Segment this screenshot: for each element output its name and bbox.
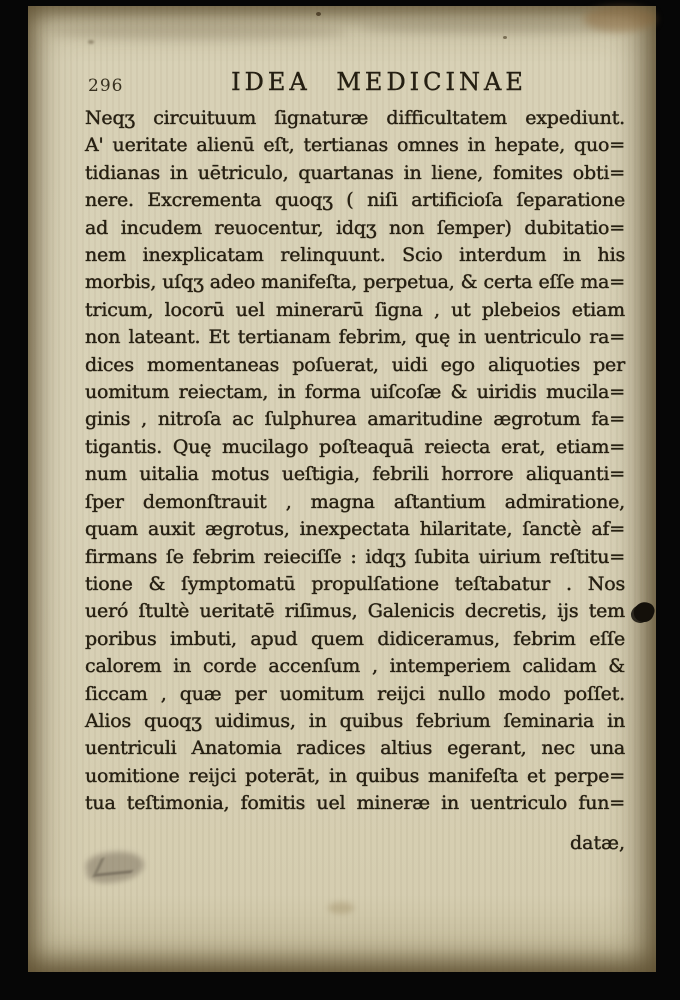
text-line: tricum, locorū uel minerarū ſigna , ut plebeios etiam xyxy=(85,298,625,321)
paper-speck xyxy=(316,12,321,16)
pencil-smudge xyxy=(84,848,146,886)
text-line: uomitum reiectam, in forma uiſcoſæ & uiridis mucila= xyxy=(85,381,625,404)
pencil-mark xyxy=(93,854,141,877)
text-line: uentriculi Anatomia radices altius egerant, nec una xyxy=(85,737,625,760)
paper-stain-corner xyxy=(584,6,656,32)
paper-speck xyxy=(88,40,94,44)
text-line: calorem in corde accenſum , intemperiem calidam & xyxy=(85,655,625,678)
text-line: Neqʒ circuituum ſignaturæ difficultatem expediunt. xyxy=(85,107,625,129)
text-line: uomitione reijci poterāt, in quibus manifeſta et perpe= xyxy=(85,764,625,787)
text-line: quam auxit ægrotus, inexpectata hilaritate, ſanctè af= xyxy=(85,518,625,541)
ink-blot xyxy=(631,599,656,624)
page-header xyxy=(28,68,656,104)
text-line: nere. Excrementa quoqʒ ( niſi artificioſa ſeparatione xyxy=(85,189,625,212)
text-line: A' ueritate alienū eſt, tertianas omnes in hepate, quo= xyxy=(85,134,625,157)
paper-stain-bottom xyxy=(328,902,354,914)
text-line: poribus imbuti, apud quem didiceramus, febrim eſſe xyxy=(85,627,625,650)
text-line: nem inexplicatam relinquunt. Scio interdum in his xyxy=(85,244,625,267)
text-line: dices momentaneas poſuerat, uidi ego aliquoties per xyxy=(85,353,625,376)
text-line: ad incudem reuocentur, idqʒ non ſemper) dubitatio= xyxy=(85,216,625,239)
text-line: tione & ſymptomatū propulſatione teſtabatur . Nos xyxy=(85,572,625,595)
page-number: 296 xyxy=(88,76,124,96)
running-title: IDEA MEDICINAE xyxy=(231,68,527,96)
body-text xyxy=(85,105,625,818)
text-line: tua teſtimonia, fomitis uel mineræ in uentriculo fun= xyxy=(85,792,625,815)
text-line: morbis, uſqʒ adeo manifeſta, perpetua, & certa eſſe ma= xyxy=(85,271,625,294)
page xyxy=(28,6,656,972)
text-line: ſper demonſtrauit , magna aſtantium admiratione, xyxy=(85,490,625,513)
text-line: tidianas in uētriculo, quartanas in liene, fomites obti= xyxy=(85,161,625,184)
catchword: datæ, xyxy=(569,832,625,854)
paper-stain-streak xyxy=(358,20,628,34)
text-line: ſiccam , quæ per uomitum reijci nullo modo poſſet. xyxy=(85,682,625,705)
text-line: num uitalia motus ueſtigia, febrili horrore aliquanti= xyxy=(85,463,625,486)
text-line: ginis , nitroſa ac ſulphurea amaritudine ægrotum fa= xyxy=(85,408,625,431)
text-line: firmans ſe febrim reieciſſe : idqʒ ſubita uirium reſtitu= xyxy=(85,545,625,568)
text-line: Alios quoqʒ uidimus, in quibus febrium ſeminaria in xyxy=(85,709,625,732)
text-line: tigantis. Quę mucilago poſteaquā reiecta erat, etiam= xyxy=(85,435,625,458)
text-line: ueró ſtultè ueritatē riſimus, Galenicis decretis, ijs tem xyxy=(85,600,625,623)
paper-stain-streak xyxy=(48,24,348,40)
paper-speck xyxy=(503,36,507,39)
text-line: non lateant. Et tertianam febrim, quę in uentriculo ra= xyxy=(85,326,625,349)
